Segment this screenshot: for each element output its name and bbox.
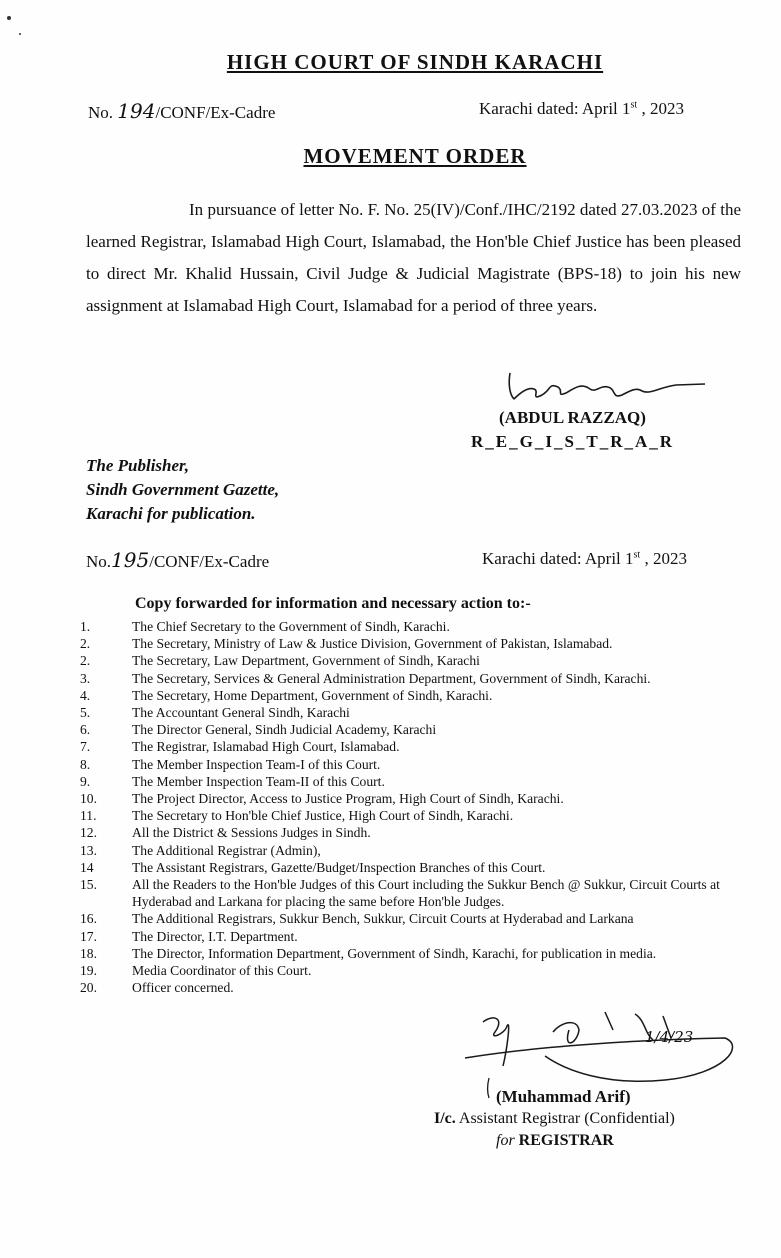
assistant-signature: [445, 1000, 745, 1100]
list-item-text: The Additional Registrars, Sukkur Bench, Sukkur, Circuit Courts at Hyderabad and Larkana: [132, 911, 634, 927]
order-body: In pursuance of letter No. F. No. 25(IV)/Conf./IHC/2192 dated 27.03.2023 of the learned Registrar, Islamabad High Court, Islamabad, the Hon'ble Chief Justice has been pleased to direct Mr. Khalid Hussain, Civil Judge & Judicial Magistrate (BPS-18) to join his new assignment at Islamabad High Court, Islamabad for a period of three years.: [86, 200, 741, 315]
list-item-text: The Member Inspection Team-II of this Court.: [132, 773, 385, 789]
list-item-text: Media Coordinator of this Court.: [132, 963, 312, 979]
list-item-text: The Assistant Registrars, Gazette/Budget/Inspection Branches of this Court.: [132, 859, 546, 875]
list-item-text: The Director, Information Department, Government of Sindh, Karachi, for publication in media.: [132, 945, 657, 961]
list-item: [80, 704, 750, 721]
list-item: [80, 842, 750, 859]
publisher-line: The Publisher,: [86, 456, 189, 475]
list-item-number: 2.: [80, 636, 91, 652]
distribution-list: [80, 618, 750, 996]
copy-reference-number: No.195/CONF/Ex-Cadre: [86, 548, 270, 572]
list-item-text: The Secretary, Services & General Administration Department, Government of Sindh, Karachi.: [132, 670, 651, 686]
list-item-number: 7.: [80, 739, 91, 755]
reference-number: No. 194/CONF/Ex-Cadre: [88, 99, 276, 123]
list-item-number: 19.: [80, 963, 97, 979]
list-item-number: 18.: [80, 945, 97, 961]
list-item-number: 12.: [80, 825, 97, 841]
list-item-number: 1.: [80, 619, 91, 634]
registrar-name: (ABDUL RAZZAQ): [499, 408, 646, 427]
list-item: [80, 824, 750, 841]
list-item-number: 8.: [80, 756, 91, 772]
list-item-number: 14: [80, 859, 94, 875]
list-item: [80, 910, 750, 927]
scan-speck: [7, 16, 11, 20]
list-item-text: The Member Inspection Team-I of this Court.: [132, 756, 381, 772]
list-item-text: The Director, I.T. Department.: [132, 928, 298, 944]
list-item-text: The Secretary, Ministry of Law & Justice Division, Government of Pakistan, Islamabad.: [132, 636, 613, 652]
list-item-number: 6.: [80, 722, 91, 738]
court-title: HIGH COURT OF SINDH KARACHI: [226, 50, 604, 74]
signature-date: 1/4/23: [645, 1028, 694, 1046]
assistant-title: I/c. Assistant Registrar (Confidential): [434, 1110, 675, 1127]
list-item: [80, 945, 750, 962]
registrar-designation: R_E_G_I_S_T_R_A_R: [471, 432, 675, 451]
list-item: [80, 652, 750, 669]
publisher-line: Sindh Government Gazette,: [86, 480, 280, 499]
list-item-number: 15.: [80, 877, 97, 893]
list-item: [80, 635, 750, 652]
list-item: [80, 928, 750, 945]
list-item-text: The Secretary, Home Department, Government of Sindh, Karachi.: [132, 687, 493, 703]
list-item-number: 20.: [80, 980, 97, 996]
assistant-name: (Muhammad Arif): [496, 1087, 631, 1106]
list-item-number: 17.: [80, 928, 97, 944]
list-item-number: 3.: [80, 670, 91, 686]
list-item-number: 11.: [80, 808, 97, 824]
publisher-line: Karachi for publication.: [86, 504, 256, 523]
handwritten-copy-ref-number: 195: [111, 548, 150, 572]
list-item: [80, 790, 750, 807]
list-item: [80, 962, 750, 979]
list-item: [80, 979, 750, 996]
list-item-text: The Chief Secretary to the Government of Sindh, Karachi.: [132, 619, 450, 634]
list-item-text: The Registrar, Islamabad High Court, Islamabad.: [132, 739, 400, 755]
list-item-text: All the Readers to the Hon'ble Judges of this Court including the Sukkur Bench @ Sukkur, Circuit Courts at Hyderabad and Larkana for placing the same before Hon'ble Judges.: [132, 877, 720, 910]
list-item-text: The Secretary to Hon'ble Chief Justice, High Court of Sindh, Karachi.: [132, 808, 514, 824]
list-item-text: The Director General, Sindh Judicial Academy, Karachi: [132, 722, 437, 738]
copy-heading: Copy forwarded for information and necessary action to:-: [135, 595, 531, 612]
registrar-signature: [500, 365, 720, 410]
list-item-text: The Additional Registrar (Admin),: [132, 842, 321, 858]
handwritten-ref-number: 194: [117, 99, 156, 123]
list-item: [80, 738, 750, 755]
list-item: [80, 756, 750, 773]
list-item-text: Officer concerned.: [132, 980, 234, 996]
list-item: [80, 721, 750, 738]
list-item-number: 4.: [80, 687, 91, 703]
for-registrar: for REGISTRAR: [496, 1132, 614, 1149]
list-item: [80, 876, 750, 910]
list-item-text: The Project Director, Access to Justice Program, High Court of Sindh, Karachi.: [132, 791, 564, 807]
list-item-text: All the District & Sessions Judges in Sindh.: [132, 825, 371, 841]
scan-speck: [19, 33, 21, 35]
list-item: [80, 670, 750, 687]
list-item-number: 13.: [80, 842, 97, 858]
list-item-text: The Accountant General Sindh, Karachi: [132, 705, 350, 721]
order-date: Karachi dated: April 1st , 2023: [479, 99, 684, 118]
list-item-number: 5.: [80, 705, 91, 721]
list-item: [80, 773, 750, 790]
list-item: [80, 807, 750, 824]
list-item-text: The Secretary, Law Department, Government of Sindh, Karachi: [132, 653, 480, 669]
list-item: [80, 687, 750, 704]
list-item-number: 10.: [80, 791, 97, 807]
list-item-number: 9.: [80, 773, 91, 789]
list-item: [80, 618, 750, 635]
list-item: [80, 859, 750, 876]
order-title: MOVEMENT ORDER: [303, 144, 527, 168]
list-item-number: 2.: [80, 653, 91, 669]
publisher-address: [86, 454, 279, 526]
copy-date: Karachi dated: April 1st , 2023: [482, 549, 687, 568]
list-item-number: 16.: [80, 911, 97, 927]
